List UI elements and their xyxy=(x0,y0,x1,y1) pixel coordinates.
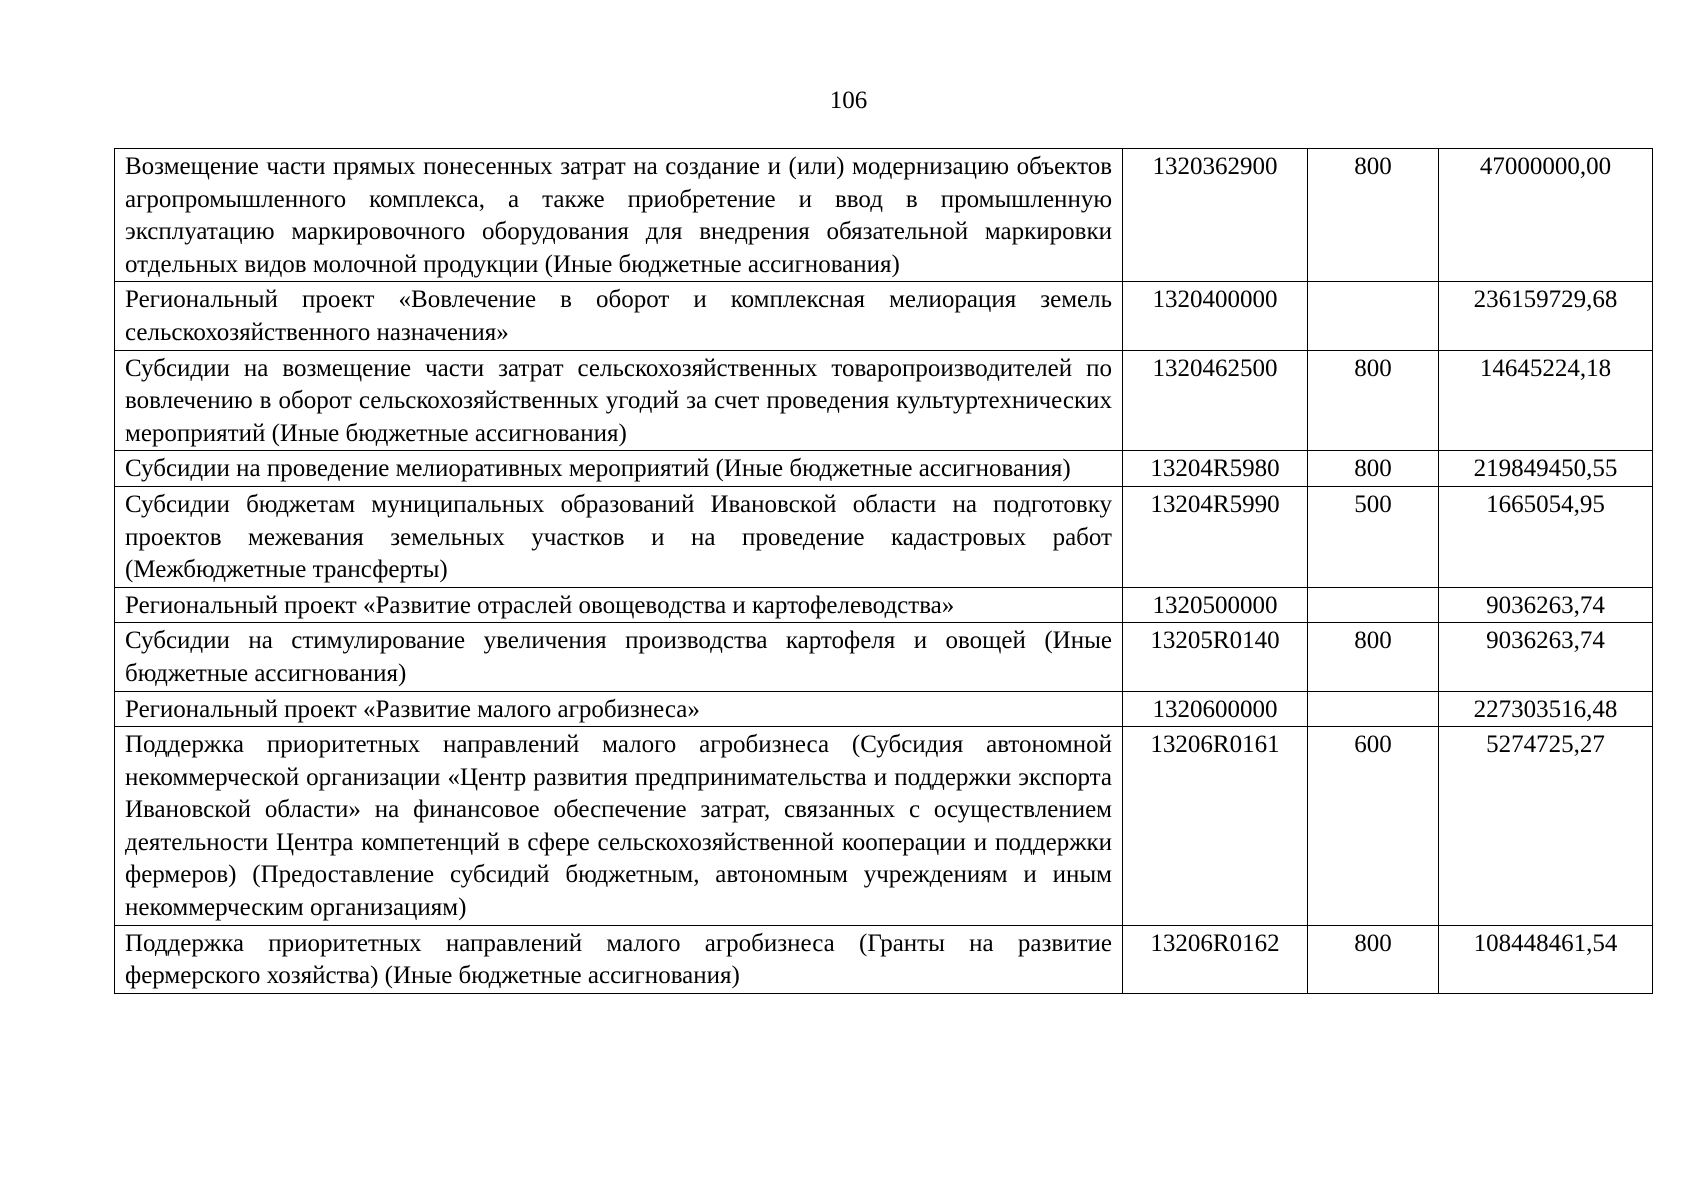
row-amount: 9036263,74 xyxy=(1439,587,1653,623)
table-row xyxy=(115,486,1653,587)
row-description: Субсидии на стимулирование увеличения производства картофеля и овощей (Иные бюджетные ассигнования) xyxy=(115,623,1123,691)
row-description: Субсидии на возмещение части затрат сельскохозяйственных товаропроизводителей по вовлечению в оборот сельскохозяйственных угодий за счет проведения культуртехнических мероприятий (Иные бюджетные ассигнования) xyxy=(115,350,1123,451)
row-amount: 1665054,95 xyxy=(1439,486,1653,587)
row-description: Региональный проект «Вовлечение в оборот и комплексная мелиорация земель сельскохозяйственного назначения» xyxy=(115,282,1123,350)
row-target-code: 13204R5980 xyxy=(1123,451,1308,487)
row-description: Возмещение части прямых понесенных затрат на создание и (или) модернизацию объектов агропромышленного комплекса, а также приобретение и ввод в промышленную эксплуатацию маркировочного оборудования для внедрения обязательной маркировки отдельных видов молочной продукции (Иные бюджетные ассигнования) xyxy=(115,149,1123,282)
row-amount: 108448461,54 xyxy=(1439,925,1653,993)
table-row xyxy=(115,587,1653,623)
row-amount: 236159729,68 xyxy=(1439,282,1653,350)
row-target-code: 1320362900 xyxy=(1123,149,1308,282)
row-expense-type xyxy=(1308,282,1439,350)
row-expense-type xyxy=(1308,587,1439,623)
row-target-code: 1320600000 xyxy=(1123,691,1308,727)
table-row xyxy=(115,691,1653,727)
table-row xyxy=(115,727,1653,926)
row-amount: 227303516,48 xyxy=(1439,691,1653,727)
row-amount: 14645224,18 xyxy=(1439,350,1653,451)
row-target-code: 1320400000 xyxy=(1123,282,1308,350)
row-description: Региональный проект «Развитие отраслей овощеводства и картофелеводства» xyxy=(115,587,1123,623)
row-amount: 219849450,55 xyxy=(1439,451,1653,487)
row-description: Региональный проект «Развитие малого агробизнеса» xyxy=(115,691,1123,727)
table-row xyxy=(115,149,1653,282)
table-row xyxy=(115,451,1653,487)
row-description: Поддержка приоритетных направлений малого агробизнеса (Гранты на развитие фермерского хозяйства) (Иные бюджетные ассигнования) xyxy=(115,925,1123,993)
table-row xyxy=(115,623,1653,691)
row-target-code: 13205R0140 xyxy=(1123,623,1308,691)
row-target-code: 13206R0161 xyxy=(1123,727,1308,926)
row-expense-type: 800 xyxy=(1308,451,1439,487)
row-target-code: 13204R5990 xyxy=(1123,486,1308,587)
row-target-code: 13206R0162 xyxy=(1123,925,1308,993)
row-description: Субсидии на проведение мелиоративных мероприятий (Иные бюджетные ассигнования) xyxy=(115,451,1123,487)
row-expense-type: 800 xyxy=(1308,925,1439,993)
row-expense-type: 800 xyxy=(1308,623,1439,691)
table-row xyxy=(115,925,1653,993)
row-description: Поддержка приоритетных направлений малого агробизнеса (Субсидия автономной некоммерческой организации «Центр развития предпринимательства и поддержки экспорта Ивановской области» на финансовое обеспечение затрат, связанных с осуществлением деятельности Центра компетенций в сфере сельскохозяйственной кооперации и поддержки фермеров) (Предоставление субсидий бюджетным, автономным учреждениям и иным некоммерческим организациям) xyxy=(115,727,1123,926)
page-number: 106 xyxy=(829,87,868,114)
budget-table xyxy=(114,148,1653,994)
row-target-code: 1320462500 xyxy=(1123,350,1308,451)
row-amount: 5274725,27 xyxy=(1439,727,1653,926)
row-expense-type: 800 xyxy=(1308,350,1439,451)
table-row xyxy=(115,350,1653,451)
row-target-code: 1320500000 xyxy=(1123,587,1308,623)
table-row xyxy=(115,282,1653,350)
row-expense-type xyxy=(1308,691,1439,727)
row-amount: 9036263,74 xyxy=(1439,623,1653,691)
row-amount: 47000000,00 xyxy=(1439,149,1653,282)
row-description: Субсидии бюджетам муниципальных образований Ивановской области на подготовку проектов межевания земельных участков и на проведение кадастровых работ (Межбюджетные трансферты) xyxy=(115,486,1123,587)
row-expense-type: 500 xyxy=(1308,486,1439,587)
row-expense-type: 600 xyxy=(1308,727,1439,926)
row-expense-type: 800 xyxy=(1308,149,1439,282)
